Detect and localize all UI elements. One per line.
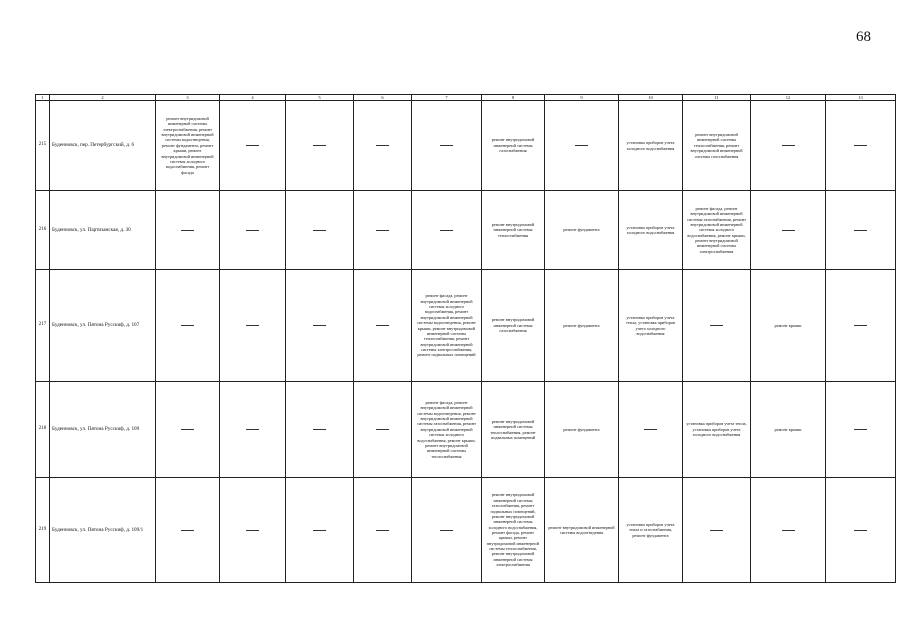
- dash-mark: [376, 325, 389, 326]
- work-description-cell: [619, 191, 683, 270]
- table-row: [36, 191, 896, 270]
- empty-cell: [826, 191, 896, 270]
- dash-mark: [246, 145, 259, 146]
- dash-mark: [246, 325, 259, 326]
- dash-mark: [440, 230, 453, 231]
- column-number: 6: [354, 95, 412, 101]
- empty-cell: [354, 478, 412, 583]
- empty-cell: [683, 478, 751, 583]
- empty-cell: [683, 270, 751, 382]
- work-description: установка приборов учета тепла, установка приборов учета холодного водоснабжения: [686, 421, 747, 438]
- work-description: ремонт фундамента: [563, 322, 600, 328]
- dash-mark: [246, 230, 259, 231]
- empty-cell: [220, 382, 286, 478]
- row-number: 215: [36, 101, 50, 191]
- dash-mark: [710, 530, 723, 531]
- empty-cell: [545, 101, 619, 191]
- empty-cell: [826, 478, 896, 583]
- empty-cell: [826, 270, 896, 382]
- dash-mark: [710, 325, 723, 326]
- work-description: установка приборов учета холодного водоснабжения: [626, 224, 675, 235]
- address-cell: Буденновск, пер. Петербургский, д. 6: [50, 101, 156, 191]
- work-description-cell: [482, 382, 545, 478]
- work-description: ремонт внутридомовой инженерной системы водоотведения: [548, 524, 615, 535]
- empty-cell: [156, 478, 220, 583]
- dash-mark: [440, 530, 453, 531]
- work-description-cell: [751, 382, 826, 478]
- work-description-cell: [545, 191, 619, 270]
- column-number: 1: [36, 95, 50, 101]
- address-cell: Буденновск, ул. Пятона Русскиф, д. 107: [50, 270, 156, 382]
- work-description-cell: [619, 478, 683, 583]
- work-description: ремонт внутридомовой инженерной системы теплоснабжения, ремонт подвальных помещений: [490, 418, 536, 440]
- empty-cell: [220, 270, 286, 382]
- work-description-cell: [683, 191, 751, 270]
- work-description: ремонт внутридомовой инженерной системы электроснабжения, ремонт внутридомовой инженерной системы водоотведения, ремонт фундамента, ремонт крыши, ремонт внутридомовой инженерной системы холодного водоснабжения, ремонт фасада: [161, 116, 214, 175]
- work-description: ремонт фасада, ремонт внутридомовой инженерной системы водоотведения, ремонт внутридомовой инженерной системы газоснабжения, ремонт внутридомовой инженерной системы холодного водоснабжения, ремонт крыши, ремонт внутридомовой инженерной системы теплоснабжения: [416, 400, 476, 459]
- dash-mark: [313, 325, 326, 326]
- column-number: 12: [751, 95, 826, 101]
- column-number: 3: [156, 95, 220, 101]
- work-description: ремонт фасада, ремонт внутридомовой инженерной системы холодного водоснабжения, ремонт внутридомовой инженерной системы водоотведения, ремонт крыши, ремонт внутридомовой инженерной системы теплоснабжения, ремонт внутридомовой инженерной системы электроснабжения, ремонт подвальных помещений: [417, 293, 476, 358]
- empty-cell: [751, 478, 826, 583]
- work-description: ремонт фундамента: [563, 426, 600, 432]
- dash-mark: [181, 325, 194, 326]
- work-description: установка приборов учета холодного водоснабжения: [626, 140, 675, 151]
- column-number: 13: [826, 95, 896, 101]
- empty-cell: [826, 382, 896, 478]
- dash-mark: [181, 530, 194, 531]
- table-row: [36, 101, 896, 191]
- repair-schedule-table: [35, 94, 896, 583]
- work-description: ремонт фасада, ремонт внутридомовой инженерной системы газоснабжения, ремонт внутридомовой инженерной системы холодного водоснабжения, ремонт крыши, ремонт внутридомовой инженерной системы электроснабжения: [686, 205, 746, 254]
- dash-mark: [376, 230, 389, 231]
- column-number: 8: [482, 95, 545, 101]
- empty-cell: [156, 382, 220, 478]
- empty-cell: [619, 382, 683, 478]
- work-description-cell: [545, 270, 619, 382]
- work-description-cell: [482, 270, 545, 382]
- work-description: установка приборов учета тепла, установка приборов учета холодного водоснабжения: [625, 314, 676, 336]
- row-number: 216: [36, 191, 50, 270]
- work-description-cell: [619, 270, 683, 382]
- column-number: 5: [286, 95, 354, 101]
- empty-cell: [286, 101, 354, 191]
- table-row: [36, 382, 896, 478]
- work-description: ремонт внутридомовой инженерной системы теплоснабжения: [491, 221, 535, 238]
- empty-cell: [354, 191, 412, 270]
- column-number: 4: [220, 95, 286, 101]
- empty-cell: [412, 478, 482, 583]
- work-description-cell: [545, 382, 619, 478]
- empty-cell: [156, 270, 220, 382]
- dash-mark: [782, 230, 795, 231]
- empty-cell: [354, 101, 412, 191]
- work-description-cell: [683, 101, 751, 191]
- row-number: 219: [36, 478, 50, 583]
- empty-cell: [412, 191, 482, 270]
- dash-mark: [181, 230, 194, 231]
- work-description-cell: [619, 101, 683, 191]
- empty-cell: [286, 478, 354, 583]
- dash-mark: [313, 429, 326, 430]
- dash-mark: [313, 145, 326, 146]
- work-description: ремонт внутридомовой инженерной системы газоснабжения: [491, 137, 535, 154]
- work-description-cell: [482, 191, 545, 270]
- work-description: установка приборов учета тепла и газоснабжения, ремонт фундамента: [626, 521, 675, 538]
- empty-cell: [412, 101, 482, 191]
- work-description: ремонт внутридомовой инженерной системы газоснабжения, ремонт подвальных помещений, ремонт внутридомовой инженерной системы холодного водоснабжения, ремонт фасада, ремонт крыши, ремонт внутридомовой инженерной системы теплоснабжения, ремонт внутридомовой инженерной системы электроснабжения: [486, 492, 540, 568]
- work-description-cell: [482, 101, 545, 191]
- table-row: [36, 270, 896, 382]
- table-row: [36, 478, 896, 583]
- row-number: 217: [36, 270, 50, 382]
- dash-mark: [854, 429, 867, 430]
- empty-cell: [286, 191, 354, 270]
- empty-cell: [220, 101, 286, 191]
- dash-mark: [854, 530, 867, 531]
- dash-mark: [246, 429, 259, 430]
- work-description-cell: [751, 270, 826, 382]
- dash-mark: [376, 530, 389, 531]
- dash-mark: [575, 145, 588, 146]
- column-number: 2: [50, 95, 156, 101]
- dash-mark: [854, 145, 867, 146]
- empty-cell: [286, 270, 354, 382]
- work-description: ремонт крыши: [774, 426, 802, 432]
- empty-cell: [751, 101, 826, 191]
- column-number: 7: [412, 95, 482, 101]
- empty-cell: [156, 191, 220, 270]
- work-description-cell: [545, 478, 619, 583]
- column-number: 11: [683, 95, 751, 101]
- work-description: ремонт фундамента: [563, 227, 600, 233]
- work-description: ремонт внутридомовой инженерной системы газоснабжения: [491, 317, 535, 334]
- empty-cell: [826, 101, 896, 191]
- address-cell: Буденновск, ул. Пятона Русскиф, д. 109/1: [50, 478, 156, 583]
- work-description-cell: [412, 270, 482, 382]
- address-cell: Буденновск, ул. Партизанская, д. 30: [50, 191, 156, 270]
- dash-mark: [854, 325, 867, 326]
- work-description: ремонт крыши: [774, 322, 802, 328]
- dash-mark: [376, 145, 389, 146]
- empty-cell: [354, 382, 412, 478]
- dash-mark: [181, 429, 194, 430]
- row-number: 218: [36, 382, 50, 478]
- dash-mark: [313, 530, 326, 531]
- dash-mark: [854, 230, 867, 231]
- empty-cell: [220, 191, 286, 270]
- work-description-cell: [412, 382, 482, 478]
- empty-cell: [286, 382, 354, 478]
- dash-mark: [440, 145, 453, 146]
- dash-mark: [313, 230, 326, 231]
- dash-mark: [782, 530, 795, 531]
- work-description-cell: [683, 382, 751, 478]
- dash-mark: [782, 145, 795, 146]
- empty-cell: [220, 478, 286, 583]
- empty-cell: [354, 270, 412, 382]
- column-number: 9: [545, 95, 619, 101]
- dash-mark: [644, 429, 657, 430]
- page-number: 68: [856, 29, 871, 45]
- empty-cell: [751, 191, 826, 270]
- dash-mark: [246, 530, 259, 531]
- work-description-cell: [156, 101, 220, 191]
- dash-mark: [376, 429, 389, 430]
- work-description-cell: [482, 478, 545, 583]
- address-cell: Буденновск, ул. Пятона Русскиф, д. 109: [50, 382, 156, 478]
- work-description: ремонт внутридомовой инженерной системы теплоснабжения, ремонт внутридомовой инженерной системы газоснабжения: [690, 132, 743, 159]
- column-number: 10: [619, 95, 683, 101]
